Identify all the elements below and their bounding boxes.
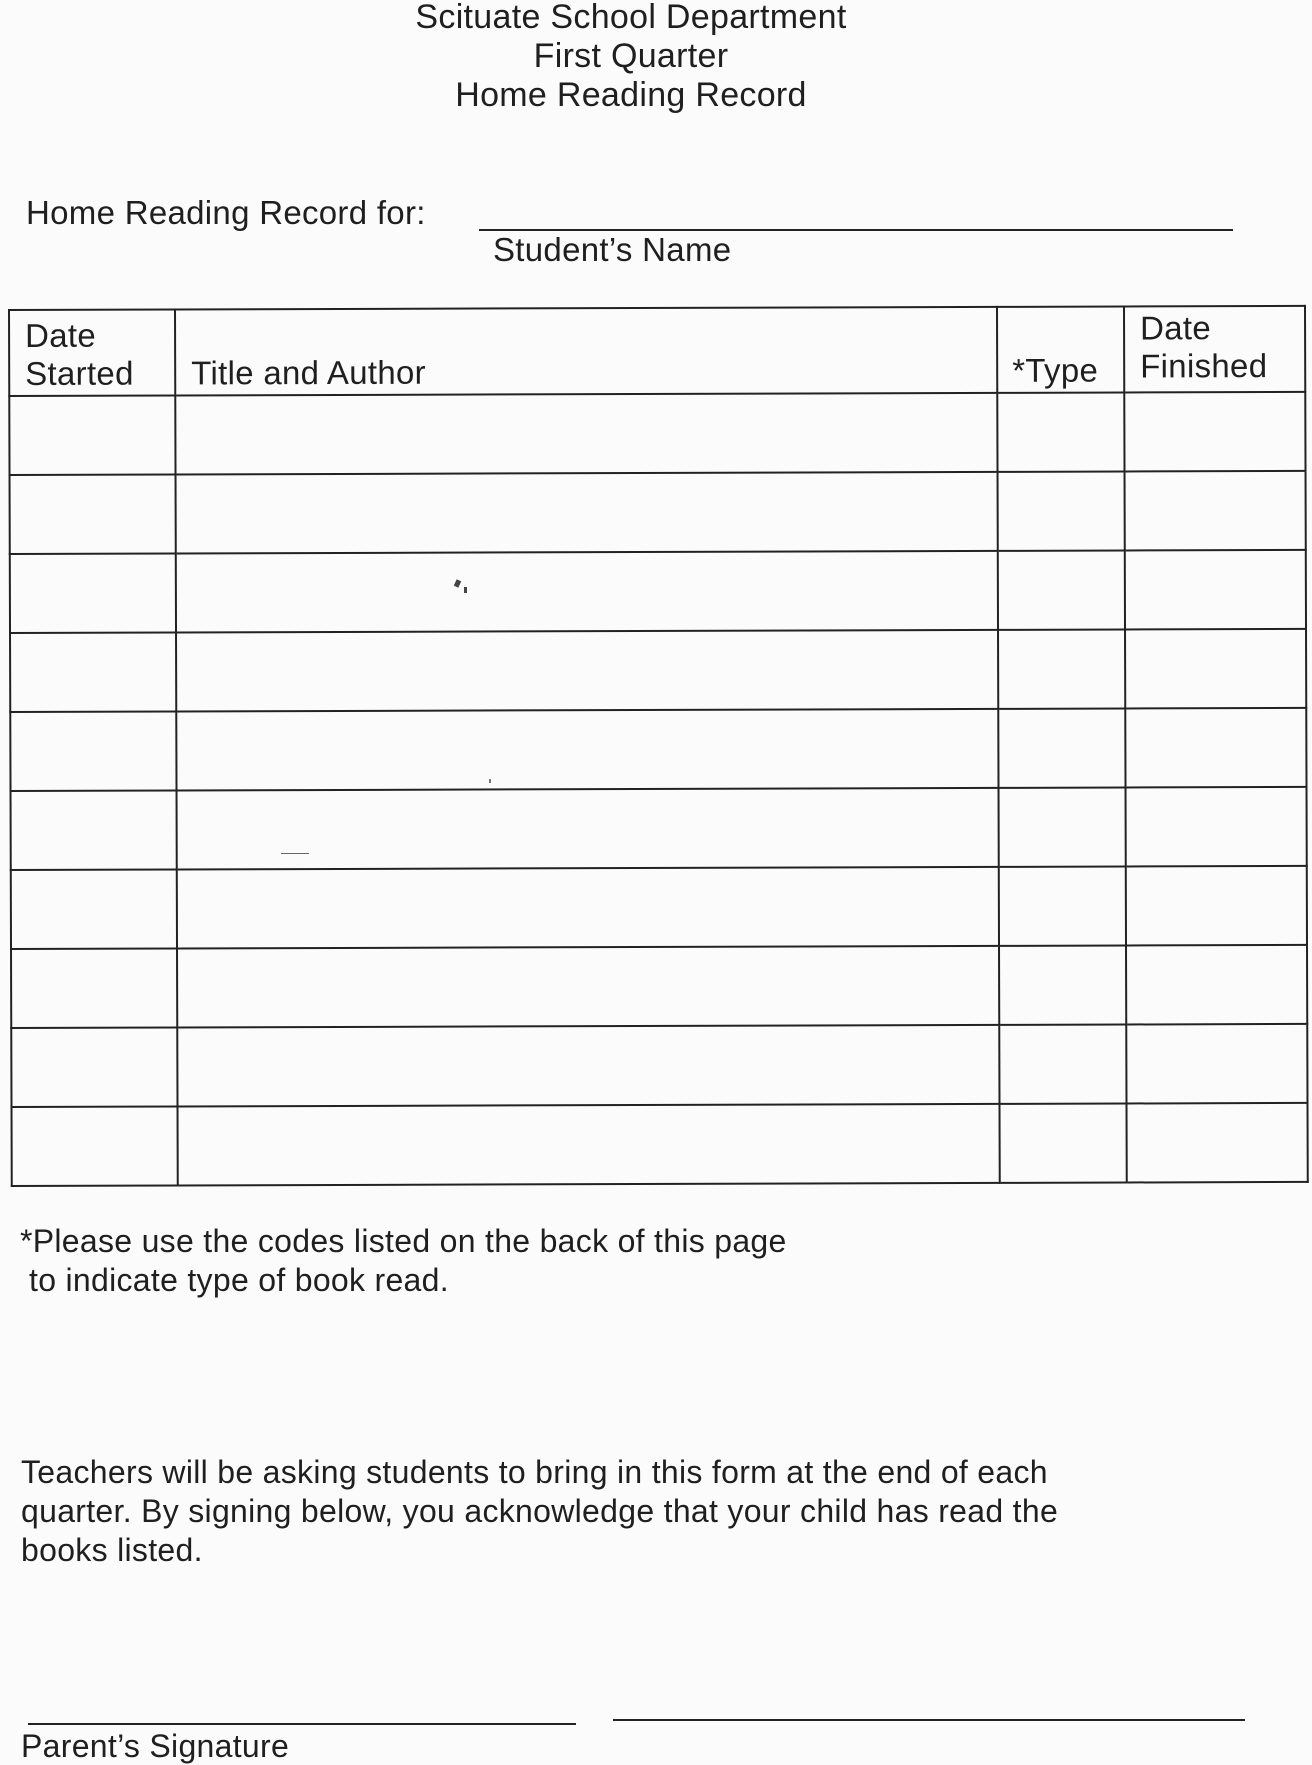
cell-date-started[interactable] xyxy=(10,474,176,554)
cell-title-author[interactable] xyxy=(177,1025,999,1107)
header-title-author-label: Title and Author xyxy=(191,353,426,392)
ack-line-2: quarter. By signing below, you acknowledge that your child has read the xyxy=(21,1493,1059,1529)
cell-type[interactable] xyxy=(997,392,1124,471)
ack-line-3: books listed. xyxy=(21,1532,203,1568)
cell-title-author[interactable] xyxy=(175,393,997,475)
cell-title-author[interactable] xyxy=(177,867,999,949)
table-row xyxy=(10,629,1306,712)
table-row xyxy=(10,708,1306,791)
cell-type[interactable] xyxy=(998,471,1125,550)
cell-type[interactable] xyxy=(998,629,1125,708)
cell-date-started[interactable] xyxy=(11,1027,177,1107)
cell-title-author[interactable] xyxy=(176,630,998,712)
table-header-row xyxy=(9,306,1305,396)
record-title: Home Reading Record xyxy=(455,76,807,114)
cell-date-finished[interactable] xyxy=(1125,471,1306,551)
table-row xyxy=(11,787,1307,870)
cell-type[interactable] xyxy=(998,708,1125,787)
cell-date-started[interactable] xyxy=(11,790,177,870)
cell-date-finished[interactable] xyxy=(1126,1024,1307,1104)
header-title-author xyxy=(175,307,997,396)
table-row xyxy=(9,392,1305,475)
header-type-label: *Type xyxy=(1012,351,1099,389)
cell-date-started[interactable] xyxy=(10,711,176,791)
ack-line-1: Teachers will be asking students to bring in this form at the end of each xyxy=(21,1454,1048,1490)
acknowledgement-paragraph xyxy=(21,1453,1251,1570)
table-row xyxy=(10,471,1306,554)
cell-type[interactable] xyxy=(998,550,1125,629)
cell-date-finished[interactable] xyxy=(1125,629,1306,709)
table-row xyxy=(10,550,1306,633)
cell-title-author[interactable] xyxy=(176,709,998,791)
cell-type[interactable] xyxy=(999,945,1126,1024)
signature-date-field[interactable] xyxy=(613,1719,1245,1721)
cell-date-started[interactable] xyxy=(10,632,176,712)
cell-date-finished[interactable] xyxy=(1127,1103,1308,1183)
header-type xyxy=(997,306,1124,392)
cell-title-author[interactable] xyxy=(176,551,998,633)
header-date-finished-line1: Date xyxy=(1140,309,1212,347)
cell-title-author[interactable] xyxy=(177,946,999,1028)
cell-type[interactable] xyxy=(999,787,1126,866)
cell-type[interactable] xyxy=(999,1024,1126,1103)
student-name-caption: Student’s Name xyxy=(493,231,732,268)
quarter-heading: First Quarter xyxy=(533,37,729,75)
cell-date-started[interactable] xyxy=(11,948,177,1028)
cell-date-finished[interactable] xyxy=(1125,550,1306,630)
cell-title-author[interactable] xyxy=(177,788,999,870)
cell-date-started[interactable] xyxy=(11,869,177,949)
cell-date-finished[interactable] xyxy=(1126,945,1307,1025)
scan-speck xyxy=(281,853,309,854)
header-date-started xyxy=(9,309,175,396)
cell-type[interactable] xyxy=(1000,1103,1127,1182)
table-row xyxy=(11,1024,1307,1107)
scan-speck xyxy=(464,587,467,593)
table-row xyxy=(11,945,1307,1028)
table-row xyxy=(11,866,1307,949)
cell-date-finished[interactable] xyxy=(1126,787,1307,867)
table-row xyxy=(12,1103,1308,1186)
header-date-finished-line2: Finished xyxy=(1140,347,1268,385)
footnote-line-1: *Please use the codes listed on the back of this page xyxy=(20,1223,787,1259)
cell-date-finished[interactable] xyxy=(1126,866,1307,946)
cell-date-started[interactable] xyxy=(12,1106,178,1186)
type-code-footnote xyxy=(20,1222,787,1300)
footnote-line-2: to indicate type of book read. xyxy=(29,1262,449,1298)
header-date-started-line2: Started xyxy=(25,354,134,392)
cell-date-finished[interactable] xyxy=(1125,708,1306,788)
parent-signature-field[interactable] xyxy=(28,1723,576,1725)
cell-date-finished[interactable] xyxy=(1124,392,1305,472)
school-name: Scituate School Department xyxy=(415,0,847,36)
scan-speck xyxy=(489,779,491,783)
cell-title-author[interactable] xyxy=(178,1104,1000,1186)
header-date-finished xyxy=(1124,306,1305,393)
parent-signature-label: Parent’s Signature xyxy=(21,1728,290,1764)
cell-date-started[interactable] xyxy=(10,553,176,633)
student-name-label: Home Reading Record for: xyxy=(26,194,426,231)
cell-title-author[interactable] xyxy=(176,472,998,554)
reading-log-table xyxy=(8,305,1309,1187)
cell-date-started[interactable] xyxy=(9,395,175,475)
header-date-started-line1: Date xyxy=(25,316,97,354)
cell-type[interactable] xyxy=(999,866,1126,945)
